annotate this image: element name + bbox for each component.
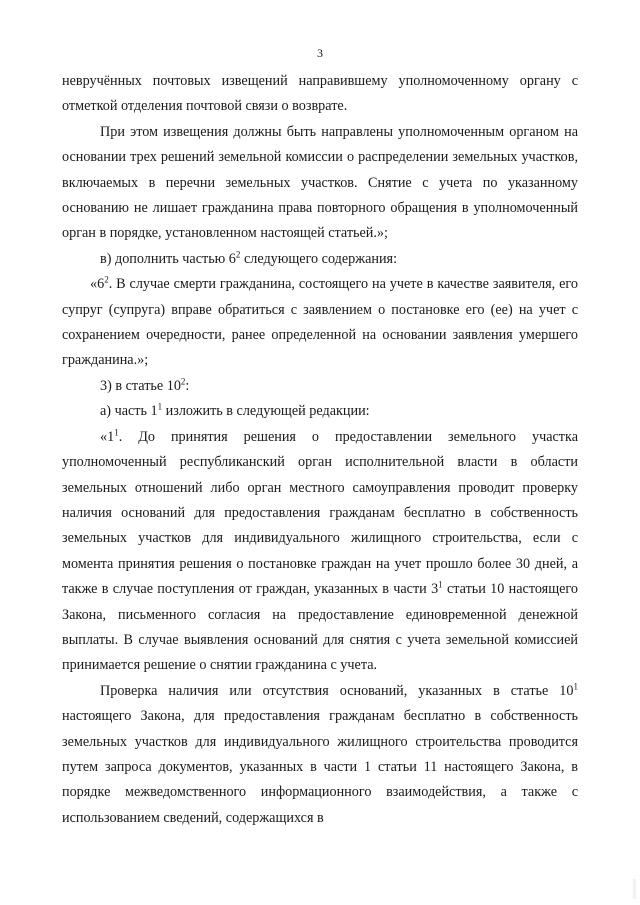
superscript: 1 (438, 579, 443, 590)
paragraph-article-10-2 (62, 374, 578, 399)
page-number: 3 (317, 46, 323, 60)
superscript: 1 (573, 681, 578, 692)
paragraph-text-pre: 3) в статье 10 (100, 377, 181, 394)
paragraph-text: При этом извещения должны быть направлены уполномоченным органом на основании трех решений земельной комиссии о распределении земельных участков, включаемых в перечни земельных участков. Снятие с учета по указанному основанию не лишает гражданина права повторного обращения в уполномоченный орган в порядке, установленном настоящей статьей.»; (62, 123, 578, 242)
paragraph-continuation (62, 69, 578, 120)
paragraph-part-1-1-text (62, 425, 578, 679)
paragraph-text-pre: в) дополнить частью 6 (100, 250, 236, 267)
superscript: 2 (235, 249, 241, 260)
paragraph-text-mid: . До принятия решения о предоставлении земельного участка уполномоченный республиканский орган исполнительной власти в области земельных отношений либо орган местного самоуправления проводит проверку наличия оснований для предоставления гражданам бесплатно в собственность земельных участков для индивидуального жилищного строительства, если с момента принятия решения о постановке граждан на учет прошло более 30 дней, а также в случае поступления от граждан, указанных в части 3 (62, 428, 578, 598)
paragraph-text-post: : (185, 377, 190, 394)
paragraph-part-6-2-text (62, 272, 578, 374)
paragraph-text-post: следующего содержания: (240, 250, 398, 267)
paragraph-part-1-1-intro (62, 399, 578, 424)
superscript: 2 (180, 376, 186, 387)
paragraph-text-pre: «6 (90, 276, 105, 293)
paragraph-text-pre: а) часть 1 (100, 403, 158, 420)
paragraph-text-pre: Проверка наличия или отсутствия оснований, указанных в статье 10 (100, 682, 574, 699)
paragraph-text-post: изложить в следующей редакции: (162, 403, 370, 420)
superscript: 1 (157, 401, 163, 412)
superscript: 2 (104, 274, 109, 285)
paragraph-amend-part-6-2 (62, 247, 578, 272)
paragraph-text-post: настоящего Закона, для предоставления гражданам бесплатно в собственность земельных участков для индивидуального жилищного строительства проводится путем запроса документов, указанных в части 1 статьи 11 настоящего Закона, в порядке межведомственного информационного взаимодействия, а также с использованием сведений, содержащихся в (62, 708, 578, 826)
paragraph-notices (62, 120, 578, 247)
paragraph-text: невручённых почтовых извещений направившему уполномоченному органу с отметкой отделения почтовой связи о возврате. (62, 73, 578, 115)
paragraph-text-pre: «1 (100, 428, 115, 445)
document-body (62, 69, 578, 831)
paragraph-text-post: . В случае смерти гражданина, состоящего на учете в качестве заявителя, его супруг (супруга) вправе обратиться с заявлением о постановке его (ее) на учет с сохранением очередности, ранее определенной на основании заявления умершего гражданина.»; (62, 276, 578, 369)
paragraph-text-post: статьи 10 настоящего Закона, письменного согласия на предоставление единовременной денежной выплаты. В случае выявления оснований для снятия с учета земельной комиссией принимается решение о снятии гражданина с учета. (62, 581, 578, 674)
superscript: 1 (114, 426, 119, 437)
scan-edge-mark (633, 879, 636, 899)
paragraph-verification (62, 679, 578, 831)
